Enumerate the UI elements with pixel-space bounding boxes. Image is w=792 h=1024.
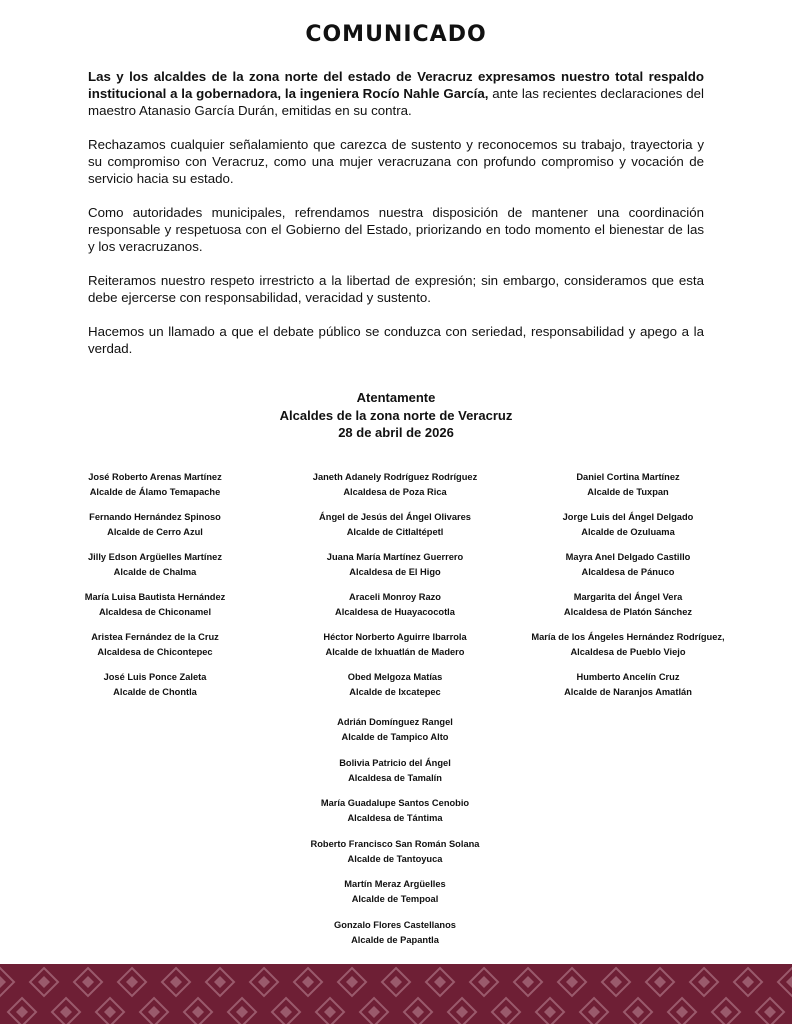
diamond-motif <box>206 968 234 996</box>
signature-block <box>265 590 525 630</box>
diamond-motif <box>30 968 58 996</box>
paragraph-5: Hacemos un llamado a que el debate público se conduzca con seriedad, responsabilidad y apego a la verdad. <box>88 324 704 356</box>
signature-block <box>498 470 758 510</box>
signature-block <box>265 918 525 959</box>
signature-block <box>498 670 758 710</box>
diamond-motif <box>426 968 454 996</box>
signature-block <box>265 550 525 590</box>
paragraph-1 <box>88 68 704 119</box>
signatory-role: Alcalde de Naranjos Amatlán <box>564 687 692 697</box>
diamond-motif <box>96 998 124 1024</box>
signatory-name: Daniel Cortina Martínez <box>576 472 680 482</box>
signatory-name: José Luis Ponce Zaleta <box>103 672 207 682</box>
diamond-motif <box>668 998 696 1024</box>
signature-block <box>265 470 525 510</box>
signatory-role: Alcalde de Cerro Azul <box>107 527 203 537</box>
diamond-motif <box>338 968 366 996</box>
signatory-name: Juana María Martínez Guerrero <box>326 552 464 562</box>
signatory-role: Alcaldesa de Poza Rica <box>343 487 447 497</box>
decorative-footer-band <box>0 964 792 1024</box>
closing-salutation: Atentamente <box>356 390 436 405</box>
statement-body <box>88 68 704 374</box>
signature-column-4 <box>265 715 525 958</box>
signatory-role: Alcalde de Tantoyuca <box>347 853 443 864</box>
signatory-role: Alcalde de Álamo Temapache <box>89 487 221 497</box>
paragraph-4: Reiteramos nuestro respeto irrestricto a la libertad de expresión; sin embargo, consideramos que esta debe ejercerse con responsabilidad, veracidad y sustento. <box>88 273 704 305</box>
diamond-motif <box>514 968 542 996</box>
signatory-name: Humberto Ancelín Cruz <box>576 672 680 682</box>
signatory-role: Alcalde de Papantla <box>351 934 439 945</box>
signature-block <box>498 630 758 670</box>
signature-block <box>25 470 285 510</box>
signatory-role: Alcaldesa de Pueblo Viejo <box>570 647 686 657</box>
diamond-motif <box>734 968 762 996</box>
signature-block <box>498 510 758 550</box>
signature-block <box>265 715 525 756</box>
signature-block <box>25 590 285 630</box>
diamond-motif <box>184 998 212 1024</box>
signature-block <box>498 550 758 590</box>
paragraph-1-rest: ante las recientes declaraciones del maestro Atanasio García Durán, emitidas en su contra. <box>88 86 704 118</box>
signatory-name: Jorge Luis del Ángel Delgado <box>562 512 694 522</box>
signatory-name: Araceli Monroy Razo <box>349 592 441 602</box>
diamond-motif <box>162 968 190 996</box>
diamond-motif <box>448 998 476 1024</box>
signatory-role: Alcaldesa de El Higo <box>349 567 441 577</box>
signatory-name: María de los Ángeles Hernández Rodríguez, <box>531 632 725 642</box>
diamond-motif <box>52 998 80 1024</box>
diamond-motif <box>8 998 36 1024</box>
diamond-motif <box>0 968 14 996</box>
diamond-motif <box>74 968 102 996</box>
signatory-role: Alcalde de Ixhuatlán de Madero <box>325 647 465 657</box>
signatory-role: Alcalde de Ozuluama <box>581 527 675 537</box>
signatory-name: Héctor Norberto Aguirre Ibarrola <box>323 632 467 642</box>
signatory-name: Martín Meraz Argüelles <box>344 879 446 889</box>
signature-block <box>265 510 525 550</box>
signature-block <box>25 510 285 550</box>
diamond-motif <box>360 998 388 1024</box>
signatory-name: Mayra Anel Delgado Castillo <box>565 552 691 562</box>
diamond-motif <box>140 998 168 1024</box>
signatory-name: María Luisa Bautista Hernández <box>84 592 226 602</box>
paragraph-3: Como autoridades municipales, refrendamos nuestra disposición de mantener una coordinación responsable y respetuosa con el Gobierno del Estado, priorizando en todo momento el bienestar de las y los veracruzanos. <box>88 205 704 254</box>
closing-date: 28 de abril de 2026 <box>338 425 454 440</box>
signatory-name: Janeth Adanely Rodríguez Rodríguez <box>312 472 478 482</box>
signatory-role: Alcalde de Tampico Alto <box>341 732 449 742</box>
diamond-motif <box>382 968 410 996</box>
signature-block <box>265 630 525 670</box>
signatory-role: Alcaldesa de Platón Sánchez <box>563 607 693 617</box>
signatory-role: Alcalde de Tempoal <box>351 894 439 904</box>
diamond-motif <box>492 998 520 1024</box>
signature-block <box>25 630 285 670</box>
signature-block <box>265 796 525 837</box>
signatory-name: Margarita del Ángel Vera <box>573 592 683 602</box>
signatory-role: Alcaldesa de Tántima <box>347 813 443 823</box>
diamond-motif <box>404 998 432 1024</box>
diamond-motif <box>690 968 718 996</box>
diamond-motif <box>580 998 608 1024</box>
signatory-name: Ángel de Jesús del Ángel Olivares <box>319 512 471 522</box>
signature-column-1 <box>25 470 285 710</box>
footer-pattern <box>0 964 792 1024</box>
signatory-name: Fernando Hernández Spinoso <box>89 512 221 522</box>
paragraph-1-bold: Las y los alcaldes de la zona norte del estado de Veracruz expresamos nuestro total respaldo institucional a la gobernadora, la ingeniera Rocío Nahle García, <box>88 69 704 101</box>
diamond-motif <box>602 968 630 996</box>
diamond-motif <box>470 968 498 996</box>
signatory-name: Roberto Francisco San Román Solana <box>310 838 480 849</box>
diamond-motif <box>778 968 792 996</box>
diamond-motif <box>646 968 674 996</box>
diamond-motif <box>624 998 652 1024</box>
signatory-name: José Roberto Arenas Martínez <box>88 472 222 482</box>
signatory-role: Alcaldesa de Pánuco <box>581 567 675 577</box>
page-title: COMUNICADO <box>305 22 487 47</box>
diamond-motif <box>228 998 256 1024</box>
signatory-name: Gonzalo Flores Castellanos <box>334 919 456 930</box>
signatory-role: Alcaldesa de Tamalín <box>348 772 442 783</box>
diamond-motif <box>536 998 564 1024</box>
diamond-motif <box>118 968 146 996</box>
diamond-motif <box>712 998 740 1024</box>
diamond-motif <box>756 998 784 1024</box>
signature-column-3 <box>498 470 758 710</box>
signatory-name: María Guadalupe Santos Cenobio <box>320 798 470 808</box>
diamond-motif <box>250 968 278 996</box>
closing-block <box>0 389 792 442</box>
signatory-role: Alcaldesa de Chiconamel <box>98 607 212 617</box>
signatory-name: Jilly Edson Argüelles Martínez <box>88 552 222 562</box>
signatory-role: Alcalde de Chalma <box>113 567 197 577</box>
signatory-role: Alcalde de Chontla <box>113 687 197 697</box>
signatory-role: Alcaldesa de Chicontepec <box>97 647 213 657</box>
diamond-motif <box>558 968 586 996</box>
signatory-role: Alcalde de Citlaltépetl <box>346 527 444 537</box>
signature-block <box>265 837 525 878</box>
signature-column-2 <box>265 470 525 710</box>
diamond-motif <box>316 998 344 1024</box>
closing-signatories: Alcaldes de la zona norte de Veracruz <box>279 407 513 423</box>
signature-block <box>265 877 525 918</box>
diamond-motif <box>272 998 300 1024</box>
signature-block <box>25 550 285 590</box>
signatory-name: Obed Melgoza Matías <box>347 672 443 682</box>
signatory-name: Adrián Domínguez Rangel <box>337 717 453 727</box>
signature-block <box>25 670 285 710</box>
signatory-role: Alcaldesa de Huayacocotla <box>335 607 455 617</box>
diamond-motif <box>294 968 322 996</box>
signatory-role: Alcalde de Ixcatepec <box>349 687 441 697</box>
signatory-name: Bolivia Patricio del Ángel <box>339 757 451 768</box>
signature-block <box>498 590 758 630</box>
signature-block <box>265 756 525 797</box>
signatory-role: Alcalde de Tuxpan <box>587 487 669 497</box>
signatory-name: Aristea Fernández de la Cruz <box>91 632 219 642</box>
signature-block <box>265 670 525 710</box>
paragraph-2: Rechazamos cualquier señalamiento que carezca de sustento y reconocemos su trabajo, trayectoria y su compromiso con Veracruz, como una mujer veracruzana con profundo compromiso y vocación de servicio hacia su estado. <box>88 137 704 186</box>
